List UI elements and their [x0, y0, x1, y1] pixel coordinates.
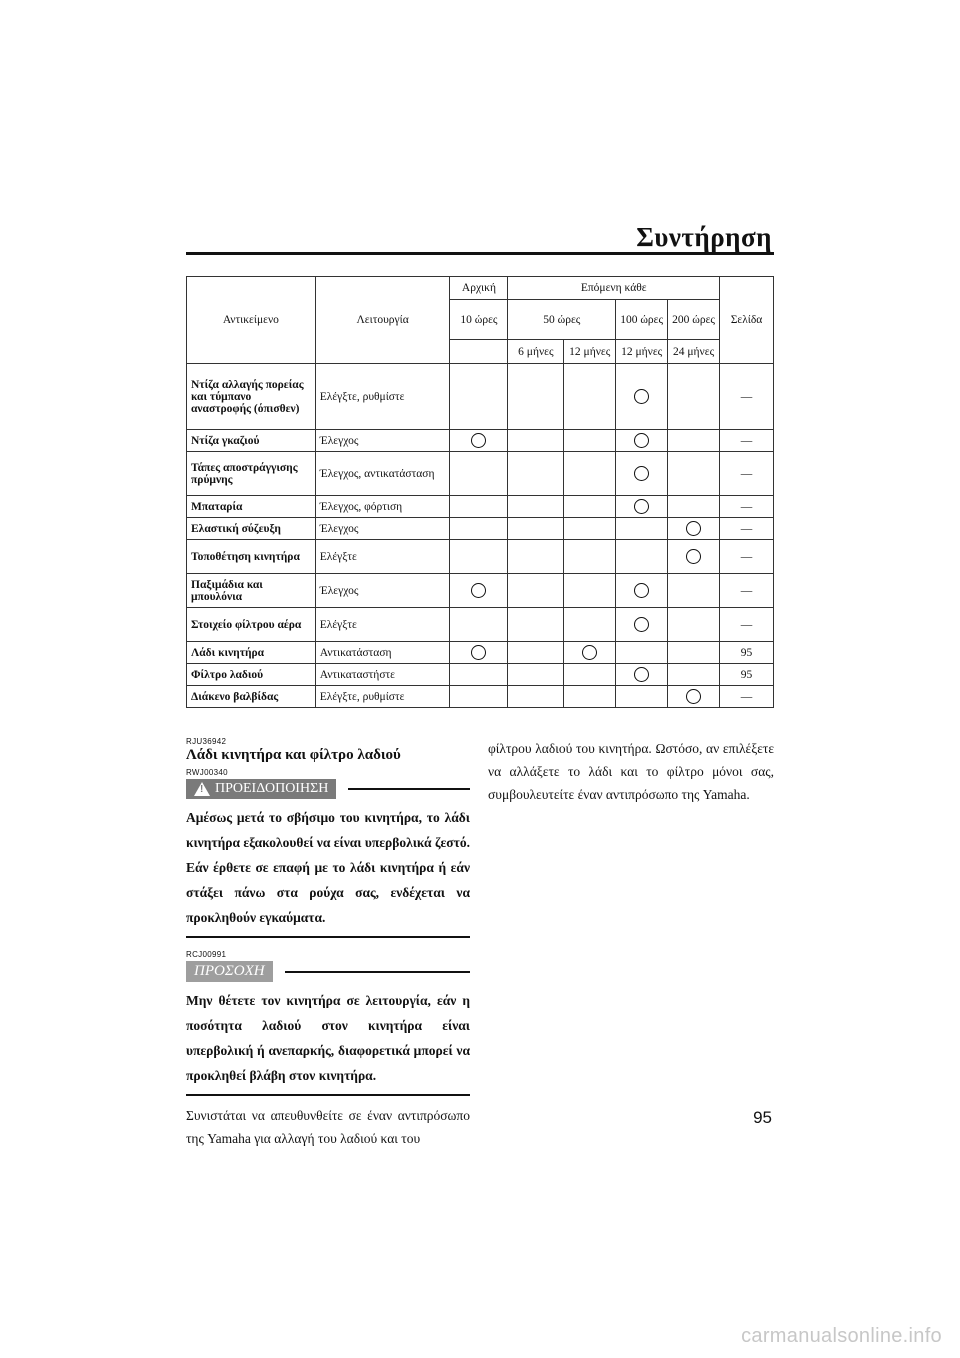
header-page: Σελίδα	[720, 277, 774, 364]
table-row	[187, 664, 774, 686]
interval-cell	[668, 664, 720, 686]
header-24m: 24 μήνες	[668, 340, 720, 364]
interval-cell	[668, 430, 720, 452]
row-item: Ντίζα αλλαγής πορείας και τύμπανο αναστροφής (όπισθεν)	[187, 364, 316, 430]
interval-cell	[616, 430, 668, 452]
row-item: Φίλτρο λαδιού	[187, 664, 316, 686]
notice-code: RCJ00991	[186, 950, 227, 959]
check-circle-icon	[686, 549, 701, 564]
table-row	[187, 574, 774, 608]
row-item: Στοιχείο φίλτρου αέρα	[187, 608, 316, 642]
interval-cell	[668, 574, 720, 608]
row-action: Ελέγξτε	[315, 540, 450, 574]
row-page: 95	[720, 642, 774, 664]
row-action: Αντικατάσταση	[315, 642, 450, 664]
notice-line	[285, 971, 470, 973]
row-page: —	[720, 574, 774, 608]
check-circle-icon	[582, 645, 597, 660]
row-page: —	[720, 540, 774, 574]
interval-cell	[450, 430, 508, 452]
interval-cell	[450, 608, 508, 642]
interval-cell	[450, 452, 508, 496]
check-circle-icon	[634, 667, 649, 682]
interval-cell	[668, 364, 720, 430]
maintenance-table	[186, 276, 774, 708]
row-page: —	[720, 364, 774, 430]
check-circle-icon	[634, 433, 649, 448]
warning-code: RWJ00340	[186, 768, 228, 777]
interval-cell	[616, 452, 668, 496]
interval-cell	[616, 664, 668, 686]
interval-cell	[508, 686, 564, 708]
row-item: Μπαταρία	[187, 496, 316, 518]
row-item: Τοποθέτηση κινητήρα	[187, 540, 316, 574]
row-action: Ελέγξτε	[315, 608, 450, 642]
row-item: Παξιμάδια και μπουλόνια	[187, 574, 316, 608]
row-item: Ντίζα γκαζιού	[187, 430, 316, 452]
row-item: Διάκενο βαλβίδας	[187, 686, 316, 708]
interval-cell	[564, 452, 616, 496]
interval-cell	[616, 540, 668, 574]
warning-text: Αμέσως μετά το σβήσιμο του κινητήρα, το λάδι κινητήρα εξακολουθεί να είναι υπερβολικά ζεστό. Εάν έρθετε σε επαφή με το λάδι κινητήρα ή εάν στάξει πάνω στα ρούχα σας, ενδέχεται να προκληθούν εγκαύματα.	[186, 810, 470, 925]
interval-cell	[564, 518, 616, 540]
warning-rule	[186, 936, 470, 938]
row-item: Ελαστική σύζευξη	[187, 518, 316, 540]
interval-cell	[508, 496, 564, 518]
row-action: Έλεγχος, φόρτιση	[315, 496, 450, 518]
watermark: carmanualsonline.info	[741, 1325, 942, 1347]
row-action: Ελέγξτε, ρυθμίστε	[315, 364, 450, 430]
interval-cell	[564, 642, 616, 664]
interval-cell	[668, 452, 720, 496]
table-row	[187, 430, 774, 452]
interval-cell	[508, 608, 564, 642]
row-action: Έλεγχος	[315, 430, 450, 452]
interval-cell	[508, 540, 564, 574]
interval-cell	[616, 642, 668, 664]
interval-cell	[564, 496, 616, 518]
header-item: Αντικείμενο	[187, 277, 316, 364]
section-code: RJU36942	[186, 737, 227, 746]
table-body	[187, 364, 774, 708]
page-title: Συντήρηση	[636, 222, 772, 252]
notice-rule	[186, 1094, 470, 1096]
header-every: Επόμενη κάθε	[508, 277, 720, 300]
row-page: —	[720, 452, 774, 496]
header-6m: 6 μήνες	[508, 340, 564, 364]
row-action: Έλεγχος	[315, 518, 450, 540]
table-row	[187, 518, 774, 540]
table-row	[187, 686, 774, 708]
row-action: Ελέγξτε, ρυθμίστε	[315, 686, 450, 708]
row-page: —	[720, 518, 774, 540]
interval-cell	[668, 540, 720, 574]
check-circle-icon	[686, 689, 701, 704]
body-text-left: Συνιστάται να απευθυνθείτε σε έναν αντιπρόσωπο της Yamaha για αλλαγή του λαδιού και του	[186, 1108, 470, 1146]
section-title: Λάδι κινητήρα και φίλτρο λαδιού	[186, 747, 401, 763]
interval-cell	[450, 664, 508, 686]
interval-cell	[668, 496, 720, 518]
header-100h: 100 ώρες	[616, 300, 668, 340]
interval-cell	[508, 574, 564, 608]
interval-cell	[450, 574, 508, 608]
interval-cell	[564, 364, 616, 430]
interval-cell	[616, 608, 668, 642]
row-page: —	[720, 608, 774, 642]
check-circle-icon	[471, 645, 486, 660]
header-200h: 200 ώρες	[668, 300, 720, 340]
notice-badge: ΠΡΟΣΟΧΗ	[186, 961, 273, 982]
interval-cell	[616, 518, 668, 540]
interval-cell	[508, 642, 564, 664]
interval-cell	[564, 664, 616, 686]
left-column	[186, 737, 470, 1150]
check-circle-icon	[634, 617, 649, 632]
interval-cell	[450, 642, 508, 664]
right-column	[488, 737, 774, 806]
check-circle-icon	[634, 583, 649, 598]
row-page: —	[720, 430, 774, 452]
interval-cell	[668, 518, 720, 540]
row-page: —	[720, 496, 774, 518]
row-item: Τάπες αποστράγγισης πρύμνης	[187, 452, 316, 496]
check-circle-icon	[634, 499, 649, 514]
check-circle-icon	[634, 466, 649, 481]
interval-cell	[616, 364, 668, 430]
interval-cell	[450, 540, 508, 574]
table-row	[187, 540, 774, 574]
interval-cell	[564, 430, 616, 452]
notice-header	[186, 961, 470, 982]
warning-header	[186, 779, 470, 799]
table-row	[187, 364, 774, 430]
warning-icon: !	[194, 782, 210, 796]
header-10h: 10 ώρες	[450, 300, 508, 340]
header-12m-a: 12 μήνες	[564, 340, 616, 364]
interval-cell	[450, 686, 508, 708]
interval-cell	[450, 364, 508, 430]
interval-cell	[450, 496, 508, 518]
table-row	[187, 642, 774, 664]
header-50h: 50 ώρες	[508, 300, 616, 340]
check-circle-icon	[634, 389, 649, 404]
notice-text: Μην θέτετε τον κινητήρα σε λειτουργία, εάν η ποσότητα λαδιού στον κινητήρα είναι υπερβολική ή ανεπαρκής, διαφορετικά μπορεί να προκληθεί βλάβη στον κινητήρα.	[186, 993, 470, 1083]
check-circle-icon	[471, 433, 486, 448]
interval-cell	[564, 608, 616, 642]
row-page: —	[720, 686, 774, 708]
warning-line	[348, 788, 470, 790]
row-item: Λάδι κινητήρα	[187, 642, 316, 664]
interval-cell	[616, 496, 668, 518]
row-action: Έλεγχος, αντικατάσταση	[315, 452, 450, 496]
table-row	[187, 496, 774, 518]
table-row	[187, 608, 774, 642]
interval-cell	[616, 686, 668, 708]
interval-cell	[564, 540, 616, 574]
header-initial: Αρχική	[450, 277, 508, 300]
interval-cell	[564, 686, 616, 708]
interval-cell	[668, 686, 720, 708]
check-circle-icon	[686, 521, 701, 536]
row-action: Αντικαταστήστε	[315, 664, 450, 686]
page-number: 95	[753, 1108, 772, 1127]
interval-cell	[508, 364, 564, 430]
header-empty	[450, 340, 508, 364]
interval-cell	[508, 518, 564, 540]
interval-cell	[668, 608, 720, 642]
row-action: Έλεγχος	[315, 574, 450, 608]
interval-cell	[508, 452, 564, 496]
header-rule	[186, 252, 774, 255]
header-12m-b: 12 μήνες	[616, 340, 668, 364]
header-action: Λειτουργία	[315, 277, 450, 364]
body-text-right: φίλτρου λαδιού του κινητήρα. Ωστόσο, αν επιλέξετε να αλλάξετε το λάδι και το φίλτρο μόνοι σας, συμβουλευτείτε έναν αντιπρόσωπο της Yamaha.	[488, 741, 774, 802]
warning-badge	[186, 779, 336, 799]
check-circle-icon	[471, 583, 486, 598]
row-page: 95	[720, 664, 774, 686]
interval-cell	[508, 430, 564, 452]
interval-cell	[508, 664, 564, 686]
interval-cell	[450, 518, 508, 540]
table-row	[187, 452, 774, 496]
warning-label: ΠΡΟΕΙΔΟΠΟΙΗΣΗ	[215, 781, 329, 796]
interval-cell	[616, 574, 668, 608]
interval-cell	[564, 574, 616, 608]
interval-cell	[668, 642, 720, 664]
